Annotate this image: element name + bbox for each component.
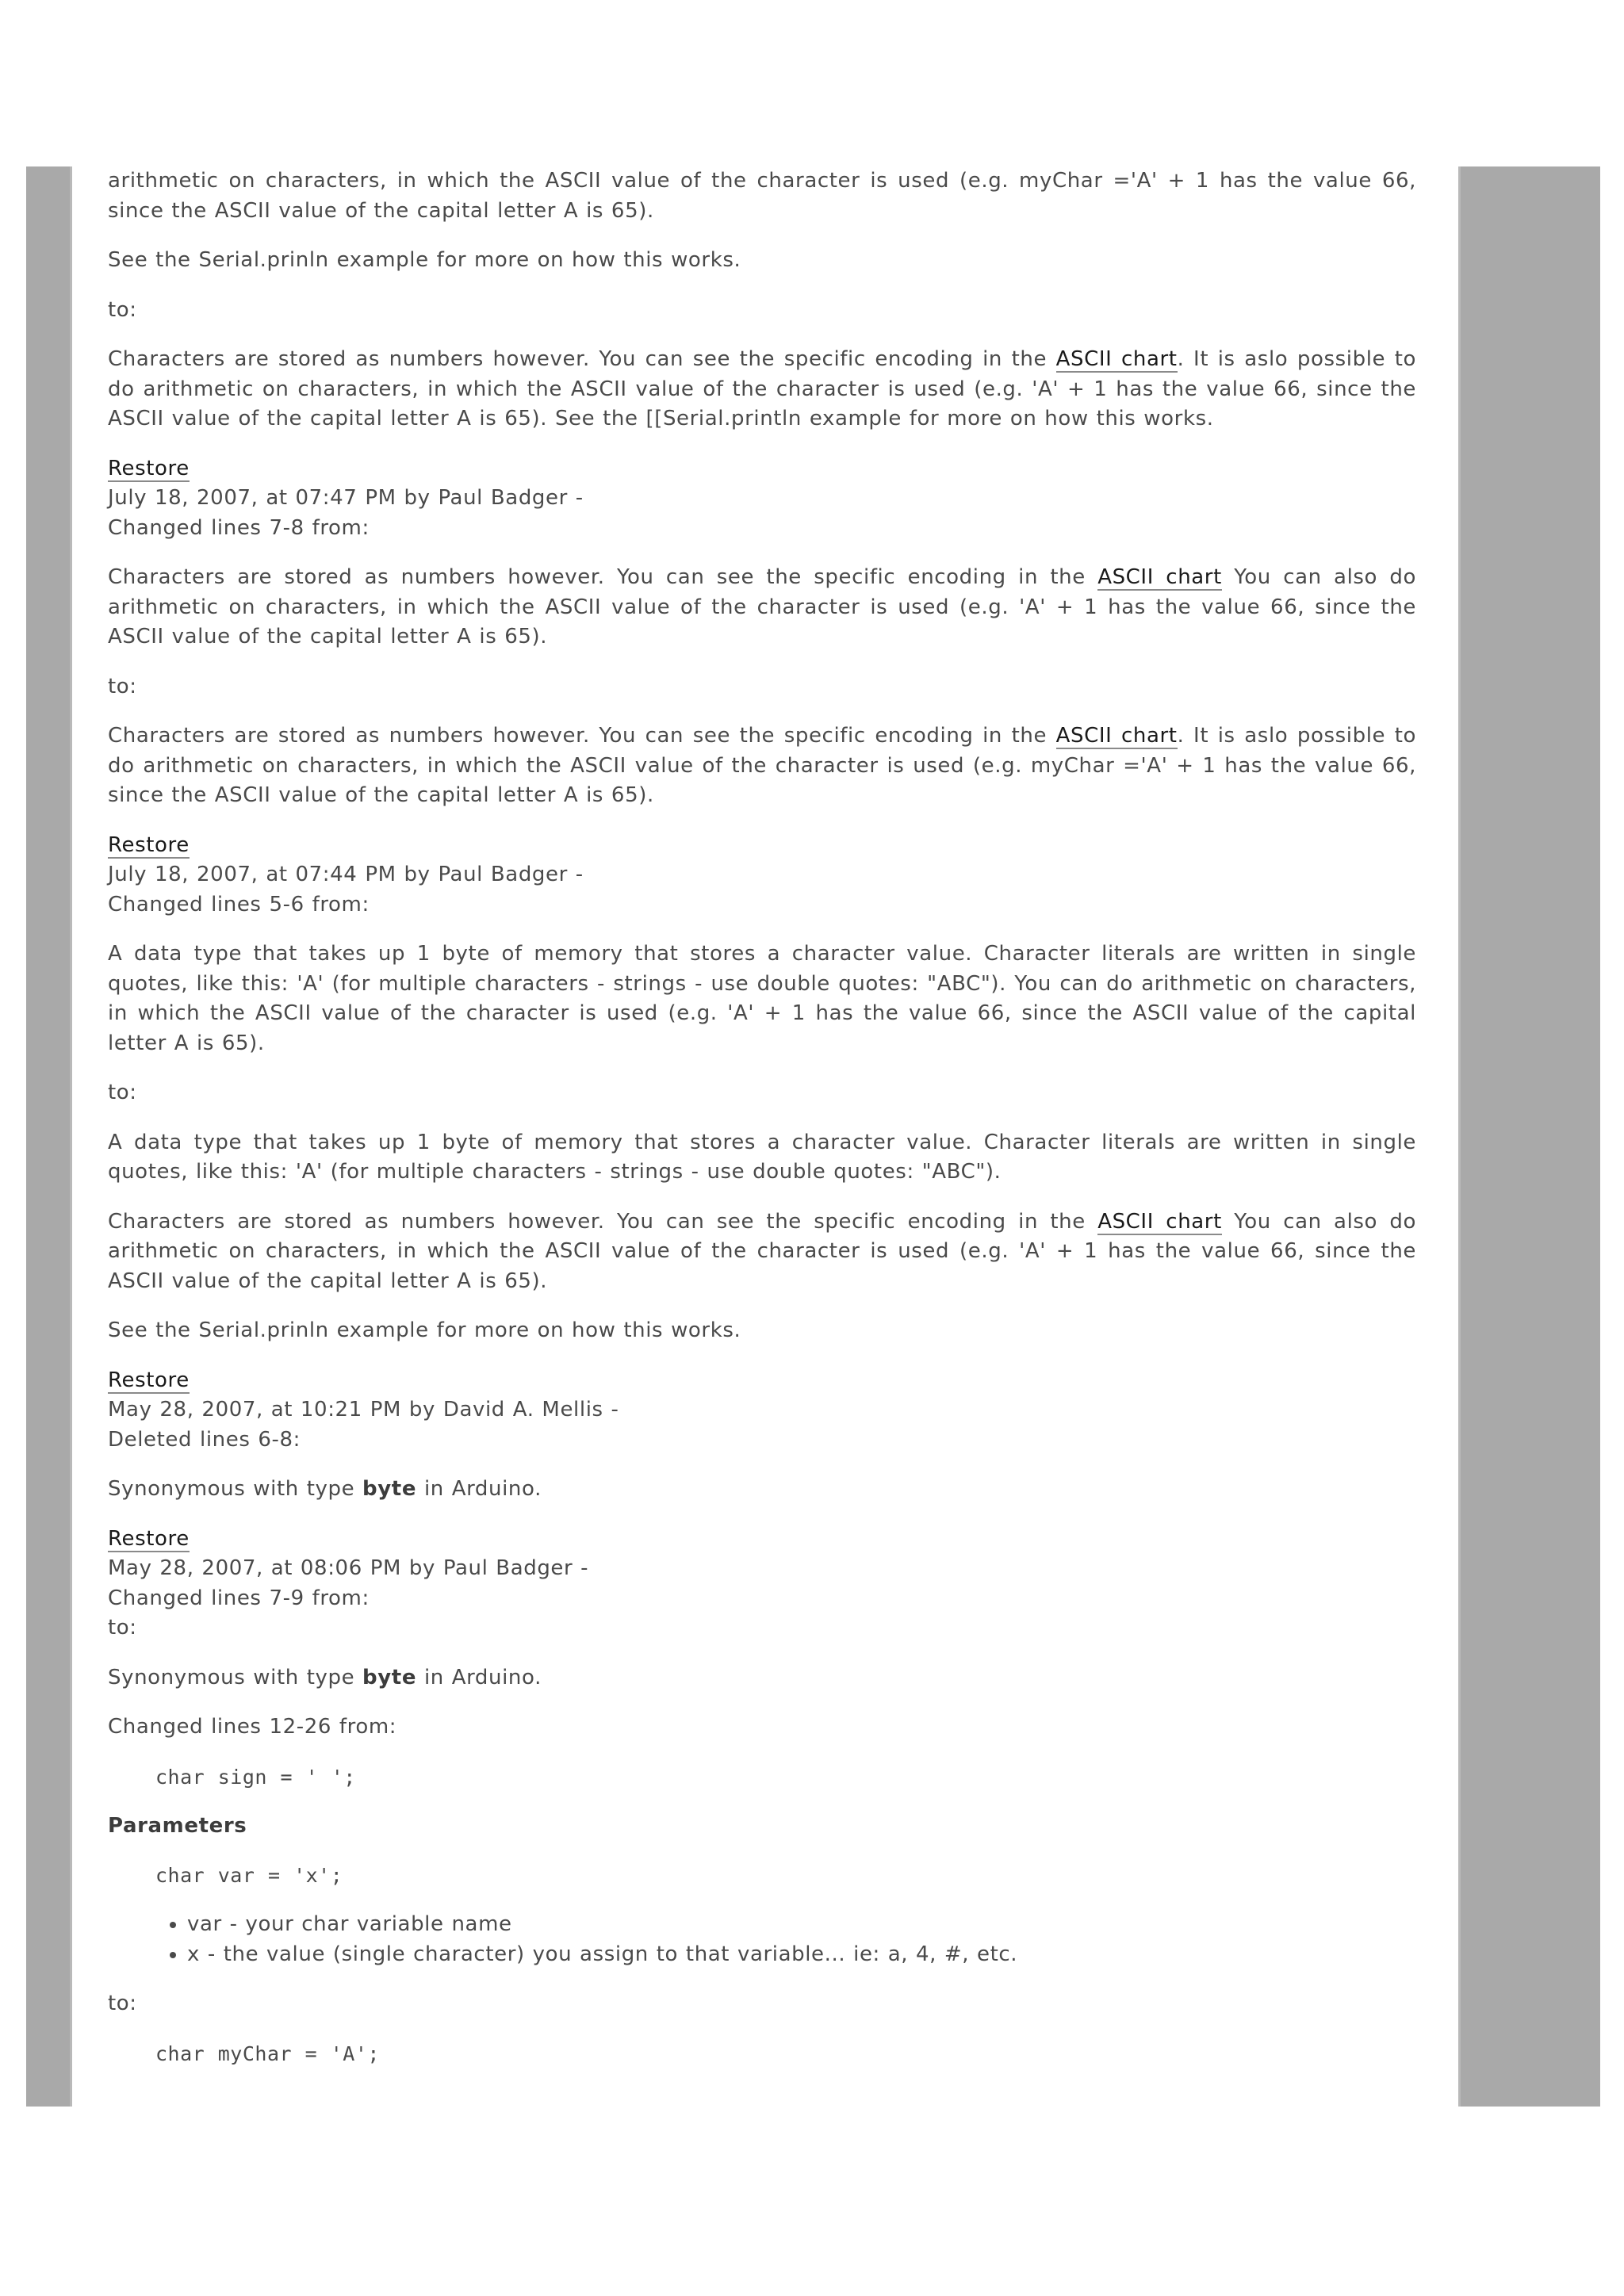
change-summary: Changed lines 7-8 from: xyxy=(108,515,370,540)
ascii-chart-link[interactable]: ASCII chart xyxy=(1097,1209,1222,1234)
history-paragraph: arithmetic on characters, in which the ASCII value of the character is used (e.g. myChar ='A' + 1 has the value 66, since the ASCII value of the capital letter A is 65). xyxy=(108,169,1416,223)
revision-entry xyxy=(108,454,1416,544)
ascii-chart-link[interactable]: ASCII chart xyxy=(1055,347,1178,371)
change-summary: Changed lines 5-6 from: xyxy=(108,892,370,916)
history-paragraph: See the Serial.prinln example for more on how this works. xyxy=(108,1318,741,1342)
code-block: char var = 'x'; xyxy=(155,1864,343,1887)
history-paragraph: Characters are stored as numbers however. You can see the specific encoding in the ASCII chart. It is aslo possible to do arithmetic on characters, in which the ASCII value of the character is used (e.g. myChar ='A' + 1 has the value 66, since the ASCII value of the capital letter A is 65). xyxy=(108,724,1416,807)
revision-entry xyxy=(108,1525,1416,1644)
parameters-heading: Parameters xyxy=(108,1813,247,1838)
restore-link[interactable]: Restore xyxy=(108,456,190,480)
list-item: • var - your char variable name xyxy=(187,1910,1416,1940)
revision-meta: July 18, 2007, at 07:47 PM by Paul Badger - xyxy=(108,486,584,510)
ascii-chart-link[interactable]: ASCII chart xyxy=(1097,565,1222,589)
type-name: byte xyxy=(362,1477,417,1501)
revision-meta: May 28, 2007, at 10:21 PM by David A. Mellis - xyxy=(108,1398,619,1422)
page-history-content xyxy=(108,166,1416,2088)
history-paragraph: Characters are stored as numbers however. You can see the specific encoding in the ASCII chart You can also do arithmetic on characters, in which the ASCII value of the character is used (e.g. 'A' + 1 has the value 66, since the ASCII value of the capital letter A is 65). xyxy=(108,565,1417,649)
history-paragraph: Characters are stored as numbers however. You can see the specific encoding in the ASCII chart You can also do arithmetic on characters, in which the ASCII value of the character is used (e.g. 'A' + 1 has the value 66, since the ASCII value of the capital letter A is 65). xyxy=(108,1209,1417,1293)
type-name: byte xyxy=(362,1665,417,1689)
to-label: to: xyxy=(108,1616,137,1640)
revision-meta: May 28, 2007, at 08:06 PM by Paul Badger - xyxy=(108,1556,589,1580)
to-label: to: xyxy=(108,674,137,698)
to-label: to: xyxy=(108,1992,137,2015)
history-paragraph: See the Serial.prinln example for more on how this works. xyxy=(108,248,741,272)
restore-link[interactable]: Restore xyxy=(108,1368,190,1392)
parameter-list xyxy=(108,1910,1416,1969)
history-paragraph: Synonymous with type byte in Arduino. xyxy=(108,1665,542,1689)
revision-entry xyxy=(108,1366,1416,1456)
change-summary: Changed lines 12-26 from: xyxy=(108,1715,397,1739)
to-label: to: xyxy=(108,297,137,322)
revision-entry xyxy=(108,831,1416,920)
list-item: • x - the value (single character) you assign to that variable... ie: a, 4, #, etc. xyxy=(187,1940,1416,1970)
code-block: char myChar = 'A'; xyxy=(155,2042,380,2065)
history-paragraph: Synonymous with type byte in Arduino. xyxy=(108,1477,542,1501)
restore-link[interactable]: Restore xyxy=(108,1526,190,1551)
code-block: char sign = ' '; xyxy=(155,1765,356,1789)
change-summary: Deleted lines 6-8: xyxy=(108,1427,301,1452)
history-paragraph: Characters are stored as numbers however. You can see the specific encoding in the ASCII chart. It is aslo possible to do arithmetic on characters, in which the ASCII value of the character is used (e.g. 'A' + 1 has the value 66, since the ASCII value of the capital letter A is 65). See the [[Serial.println example for more on how this works. xyxy=(108,347,1416,430)
ascii-chart-link[interactable]: ASCII chart xyxy=(1055,724,1178,748)
to-label: to: xyxy=(108,1081,137,1104)
history-paragraph: A data type that takes up 1 byte of memory that stores a character value. Character literals are written in single quotes, like this: 'A' (for multiple characters - strings - use double quotes: "ABC"). You can do arithmetic on characters, in which the ASCII value of the character is used (e.g. 'A' + 1 has the value 66, since the ASCII value of the capital letter A is 65). xyxy=(108,942,1416,1055)
change-summary: Changed lines 7-9 from: xyxy=(108,1586,370,1610)
restore-link[interactable]: Restore xyxy=(108,832,190,857)
history-paragraph: A data type that takes up 1 byte of memory that stores a character value. Character literals are written in single quotes, like this: 'A' (for multiple characters - strings - use double quotes: "ABC"). xyxy=(108,1130,1416,1184)
revision-meta: July 18, 2007, at 07:44 PM by Paul Badger - xyxy=(108,863,584,886)
